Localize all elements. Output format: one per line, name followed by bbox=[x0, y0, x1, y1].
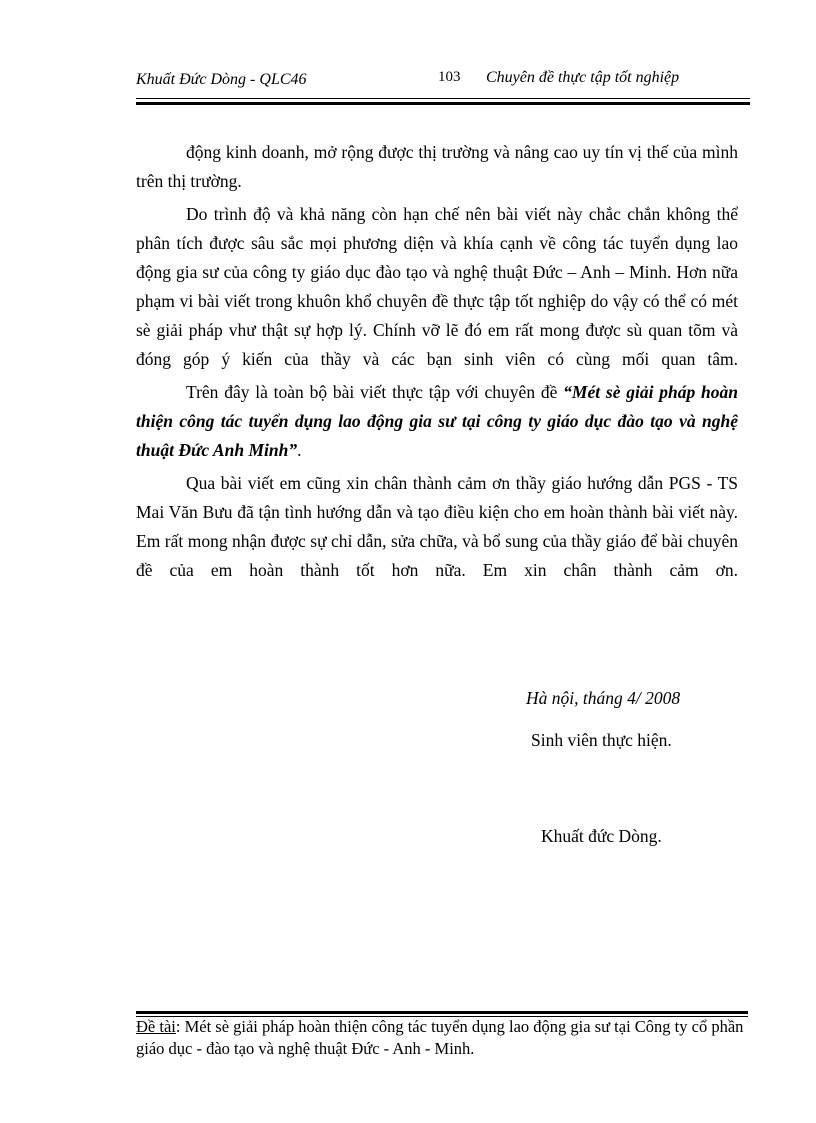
footer-rule-thick bbox=[136, 1011, 748, 1014]
paragraph-3-end: . bbox=[297, 440, 302, 460]
header-rule-thin bbox=[136, 98, 750, 99]
paragraph-2: Do trình độ và khả năng còn hạn chế nên bài viết này chắc chắn không thể phân tích được sâu sắc mọi phương diện và khía cạnh về công tác tuyển dụng lao động gia sư của công ty giáo dục đào tạo và nghệ thuật Đức – Anh – Minh. Hơn nữa phạm vi bài viết trong khuôn khổ chuyên đề thực tập tốt nghiệp do vậy có thể có mét sè giải pháp vhư thật sự hợp lý. Chính vỡ lẽ đó em rất mong được sù quan tõm và đóng góp ý kiến của thầy và các bạn sinh viên có cùng mối quan tâm. bbox=[136, 204, 738, 369]
thesis-title-emphasis: “Mét sè giải pháp hoàn thiện công tác tuyển dụng lao động gia sư tại công ty giáo dục đào tạo và nghệ thuật Đức Anh Minh” bbox=[136, 382, 738, 460]
page-header bbox=[136, 66, 750, 106]
signature-role: Sinh viên thực hiện. bbox=[531, 730, 672, 750]
signature-name: Khuất đức Dòng. bbox=[541, 826, 662, 846]
paragraph-3 bbox=[136, 378, 738, 465]
document-body bbox=[136, 138, 738, 589]
paragraph-3-text: Trên đây là toàn bộ bài viết thực tập với chuyên đề bbox=[186, 382, 564, 402]
paragraph-4: Qua bài viết em cũng xin chân thành cảm ơn thầy giáo hướng dẫn PGS - TS Mai Văn Bưu đã tận tình hướng dẫn và tạo điều kiện cho em hoàn thành bài viết này. Em rất mong nhận được sự chỉ dẫn, sửa chữa, và bổ sung của thầy giáo để bài chuyên đề của em hoàn thành tốt hơn nữa. Em xin chân thành cảm ơn. bbox=[136, 473, 738, 580]
footer-label: Đề tài bbox=[136, 1017, 176, 1036]
signature-date: Hà nội, tháng 4/ 2008 bbox=[526, 688, 681, 708]
header-title: Chuyên đề thực tập tốt nghiệp bbox=[486, 69, 680, 86]
page-number: 103 bbox=[438, 69, 461, 85]
header-author: Khuất Đức Dòng - QLC46 bbox=[136, 71, 307, 88]
page-footer bbox=[136, 1016, 756, 1060]
footer-text: : Mét sè giải pháp hoàn thiện công tác tuyển dụng lao động gia sư tại Công ty cổ phần giáo dục - đào tạo và nghệ thuật Đức - Anh - Minh. bbox=[136, 1017, 744, 1058]
paragraph-1-text: động kinh doanh, mở rộng được thị trường và nâng cao uy tín vị thế của mình trên thị trường. bbox=[136, 142, 738, 191]
paragraph-1 bbox=[136, 138, 738, 196]
header-rule-thick bbox=[136, 102, 750, 105]
